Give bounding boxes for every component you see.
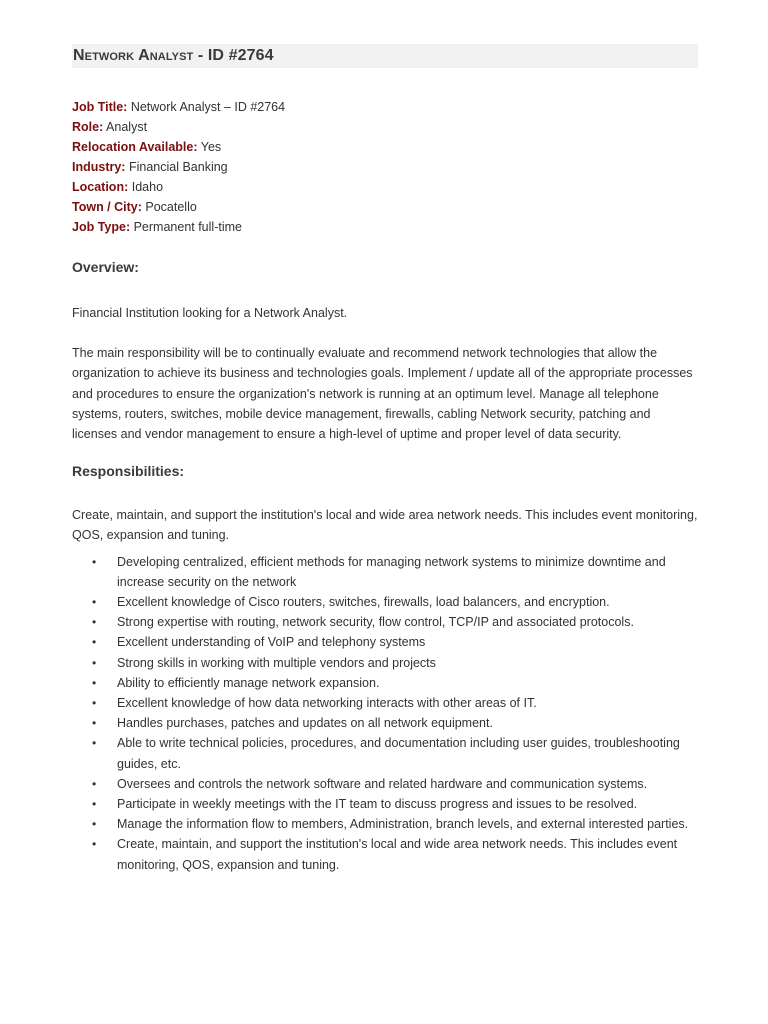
detail-value: Analyst <box>106 120 148 134</box>
overview-paragraph: Financial Institution looking for a Network Analyst. <box>72 306 348 320</box>
list-item-text: Excellent knowledge of how data networking interacts with other areas of IT. <box>117 696 537 711</box>
bullet-icon: • <box>92 837 97 852</box>
detail-value: Idaho <box>131 180 164 194</box>
detail-label: Relocation Available: <box>72 140 198 154</box>
bullet-icon: • <box>92 716 97 731</box>
detail-row-job-title <box>72 97 698 117</box>
job-posting <box>72 44 698 875</box>
bullet-icon: • <box>92 615 97 630</box>
list-item-text: Excellent knowledge of Cisco routers, switches, firewalls, load balancers, and encryption. <box>117 595 610 610</box>
list-item <box>72 612 698 632</box>
detail-value: Pocatello <box>145 200 197 214</box>
list-item-text: Create, maintain, and support the institution's local and wide area network needs. This includes event monitoring, QOS, expansion and tuning. <box>117 837 678 872</box>
detail-value: Financial Banking <box>128 160 228 174</box>
responsibilities-list <box>72 552 698 875</box>
list-item-text: Participate in weekly meetings with the IT team to discuss progress and issues to be resolved. <box>117 797 638 812</box>
list-item-text: Strong expertise with routing, network security, flow control, TCP/IP and associated protocols. <box>117 615 634 630</box>
bullet-icon: • <box>92 635 97 650</box>
responsibilities-intro: Create, maintain, and support the institution's local and wide area network needs. This includes event monitoring, QOS, expansion and tuning. <box>72 508 698 543</box>
overview-paragraph: The main responsibility will be to continually evaluate and recommend network technologies that allow the organization to achieve its business and technologies goals. Implement / update all of the appropriate processes and procedures to ensure the organization's network is running at an optimum level. Manage all telephone systems, routers, switches, mobile device management, firewalls, cabling Network security, patching and licenses and vendor management to ensure a high-level of uptime and proper level of data security. <box>72 346 693 442</box>
detail-label: Job Type: <box>72 220 131 234</box>
bullet-icon: • <box>92 655 97 670</box>
bullet-icon: • <box>92 797 97 812</box>
list-item-text: Developing centralized, efficient methods for managing network systems to minimize downtime and increase security on the network <box>117 554 666 589</box>
detail-label: Job Title: <box>72 100 128 114</box>
bullet-icon: • <box>92 736 97 751</box>
job-details <box>72 97 698 237</box>
page-title: Network Analyst - ID #2764 <box>73 47 274 64</box>
bullet-icon: • <box>92 696 97 711</box>
bullet-icon: • <box>92 595 97 610</box>
bullet-icon: • <box>92 675 97 690</box>
list-item <box>72 653 698 673</box>
detail-row-town-city <box>72 197 698 217</box>
list-item-text: Able to write technical policies, procedures, and documentation including user guides, troubleshooting guides, etc. <box>117 736 680 771</box>
list-item-text: Excellent understanding of VoIP and telephony systems <box>117 635 426 650</box>
detail-row-role <box>72 117 698 137</box>
detail-value: Yes <box>200 140 222 154</box>
detail-row-job-type <box>72 217 698 237</box>
list-item-text: Handles purchases, patches and updates on all network equipment. <box>117 716 493 731</box>
list-item-text: Manage the information flow to members, Administration, branch levels, and external interested parties. <box>117 817 689 832</box>
bullet-icon: • <box>92 817 97 832</box>
detail-label: Location: <box>72 180 129 194</box>
responsibilities-heading: Responsibilities: <box>72 463 185 480</box>
list-item <box>72 552 698 592</box>
list-item <box>72 632 698 652</box>
list-item-text: Ability to efficiently manage network expansion. <box>117 675 380 690</box>
list-item <box>72 713 698 733</box>
detail-row-industry <box>72 157 698 177</box>
list-item <box>72 774 698 794</box>
list-item <box>72 814 698 834</box>
overview-heading: Overview: <box>72 259 139 275</box>
list-item <box>72 794 698 814</box>
list-item <box>72 693 698 713</box>
detail-value: Network Analyst – ID #2764 <box>130 100 286 114</box>
detail-value: Permanent full-time <box>133 220 242 234</box>
detail-label: Town / City: <box>72 200 142 214</box>
list-item <box>72 592 698 612</box>
bullet-icon: • <box>92 776 97 791</box>
list-item <box>72 733 698 773</box>
detail-row-location <box>72 177 698 197</box>
list-item <box>72 834 698 874</box>
list-item-text: Strong skills in working with multiple vendors and projects <box>117 655 436 670</box>
list-item-text: Oversees and controls the network software and related hardware and communication systems. <box>117 776 648 791</box>
title-bar <box>72 44 698 68</box>
detail-label: Role: <box>72 120 104 134</box>
detail-label: Industry: <box>72 160 126 174</box>
bullet-icon: • <box>92 554 97 569</box>
detail-row-relocation <box>72 137 698 157</box>
list-item <box>72 673 698 693</box>
